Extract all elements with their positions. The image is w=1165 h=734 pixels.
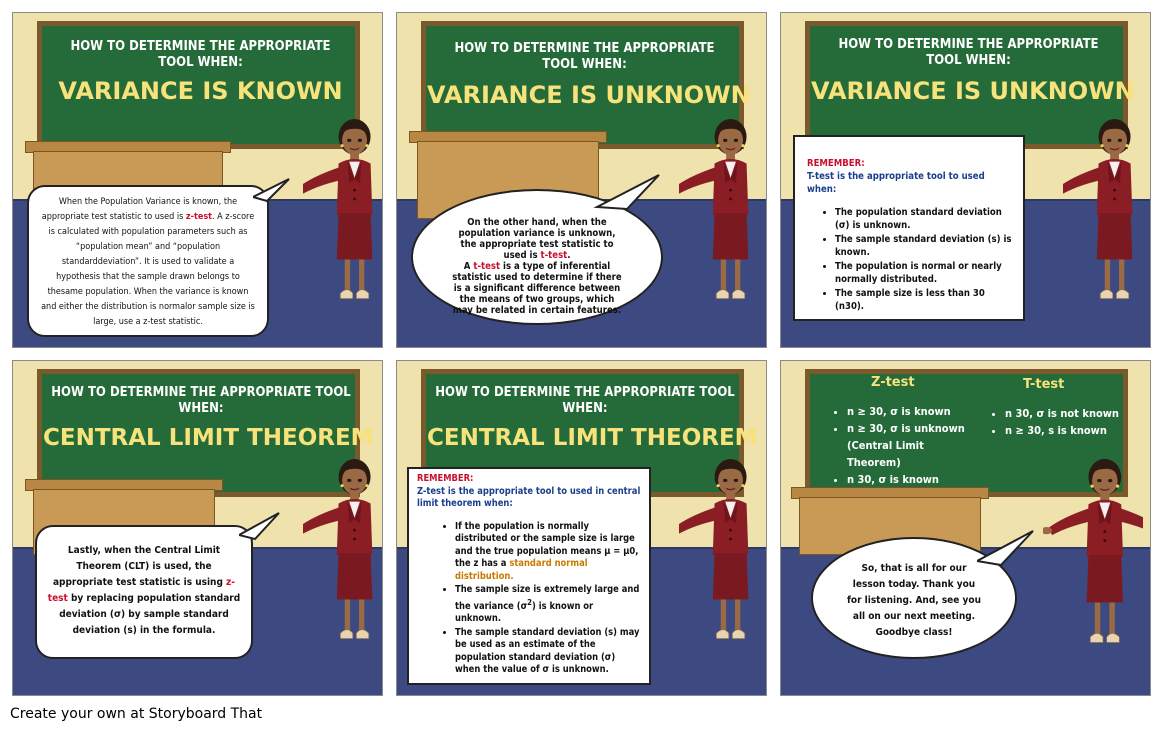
panel-6: [780, 360, 1151, 696]
speech-bubble: Lastly, when the Central Limit Theorem (CLT) is used, the appropriate test statistic is using z-test by replacing population standard deviation (σ) by sample standard deviation (s) in the formula.: [35, 525, 253, 659]
teacher-character: [679, 445, 759, 665]
panel-3: [780, 12, 1151, 348]
board-heading: CENTRAL LIMIT THEOREM: [427, 425, 758, 451]
teacher-character: [679, 105, 759, 325]
bubble-tail: [253, 173, 293, 203]
note-item: • The population standard deviation (σ) is unknown.: [835, 206, 1013, 232]
list-item: • n ≥ 30, σ is known: [847, 403, 979, 420]
bubble-tail: [239, 509, 283, 543]
note-item: • The population is normal or nearly normally distributed.: [835, 260, 1013, 286]
bubble-tail: [977, 527, 1037, 567]
list-item: • n 30, σ is known: [847, 471, 979, 488]
note-item: • The sample standard deviation (s) is known.: [835, 233, 1013, 259]
bubble-tail: [587, 171, 667, 211]
t-test-list: [989, 405, 1129, 439]
panel-5: [396, 360, 767, 696]
teacher-character: [303, 445, 383, 665]
teacher-character: [303, 105, 383, 325]
board-title: HOW TO DETERMINE THE APPROPRIATE TOOL WHEN:: [454, 41, 715, 72]
board-title: HOW TO DETERMINE THE APPROPRIATE TOOL WHEN:: [70, 39, 331, 70]
z-test-heading: Z-test: [871, 375, 915, 390]
board-title: HOW TO DETERMINE THE APPROPRIATE TOOL WHEN:: [435, 385, 735, 416]
note-item: • The sample size is extremely large and the variance $(\sigma^2)$ is known or unknown.: [455, 584, 641, 626]
board-title: HOW TO DETERMINE THE APPROPRIATE TOOL WHEN:: [51, 385, 351, 416]
speech-bubble: When the Population Variance is known, the appropriate test statistic to used is z-test. A z-score is calculated with population parameters such as “population mean” and “population standarddeviation”. It is used to validate a hypothesis that the sample drawn belongs to thesame population. When the variance is known and either the distribution is normalor sample size is large, use a z-test statistic.: [27, 185, 269, 337]
footer-credit[interactable]: Create your own at Storyboard That: [10, 706, 263, 722]
note-item: • The sample size is less than 30 (n30).: [835, 287, 1013, 313]
list-item: • n 30, σ is not known: [1005, 405, 1129, 422]
list-item: • n ≥ 30, σ is unknown (Central Limit Theorem): [847, 420, 979, 471]
board-heading: CENTRAL LIMIT THEOREM: [43, 425, 374, 451]
panel-1: [12, 12, 383, 348]
panel-2: [396, 12, 767, 348]
list-item: • n ≥ 30, s is known: [1005, 422, 1129, 439]
note-item: • The sample standard deviation (s) may be used as an estimate of the population standard deviation (σ) when the value of σ is unknown.: [455, 627, 641, 677]
speech-bubble: So, that is all for our lesson today. Thank you for listening. And, see you all on our next meeting. Goodbye class!: [811, 537, 1017, 659]
board-heading: VARIANCE IS UNKNOWN: [427, 81, 751, 109]
z-test-list: [831, 403, 979, 488]
board-heading: VARIANCE IS KNOWN: [58, 77, 343, 105]
remember-note: REMEMBER: Z-test is the appropriate tool to used in central limit theorem when: • If the population is normally distributed or the sample size is large and the true population means μ = μ0, the z has a standard normal distribution. • The sample size is extremely large and the variance $(\sigma^2)$ is known or unknown. • The sample standard deviation (s) may be used as an estimate of the population standard deviation (σ) when the value of σ is unknown.: [407, 467, 651, 685]
note-item: • If the population is normally distributed or the sample size is large and the true population means μ = μ0, the z has a standard normal distribution.: [455, 521, 641, 584]
board-title: HOW TO DETERMINE THE APPROPRIATE TOOL WHEN:: [838, 37, 1099, 68]
t-test-heading: T-test: [1023, 377, 1065, 392]
teacher-character: [1063, 105, 1143, 325]
board-heading: VARIANCE IS UNKNOWN: [811, 77, 1135, 105]
speech-bubble: On the other hand, when the population variance is unknown, the appropriate test statistic to used is t-test. A t-test is a type of inferential statistic used to determine if there is a significant difference between the means of two groups, which may be related in certain features.: [411, 189, 663, 325]
remember-note: REMEMBER: T-test is the appropriate tool to used when: • The population standard deviation (σ) is unknown. • The sample standard deviation (s) is known. • The population is normal or nearly normally distributed. • The sample size is less than 30 (n30).: [793, 135, 1025, 321]
teacher-character: [1043, 447, 1143, 667]
panel-4: [12, 360, 383, 696]
